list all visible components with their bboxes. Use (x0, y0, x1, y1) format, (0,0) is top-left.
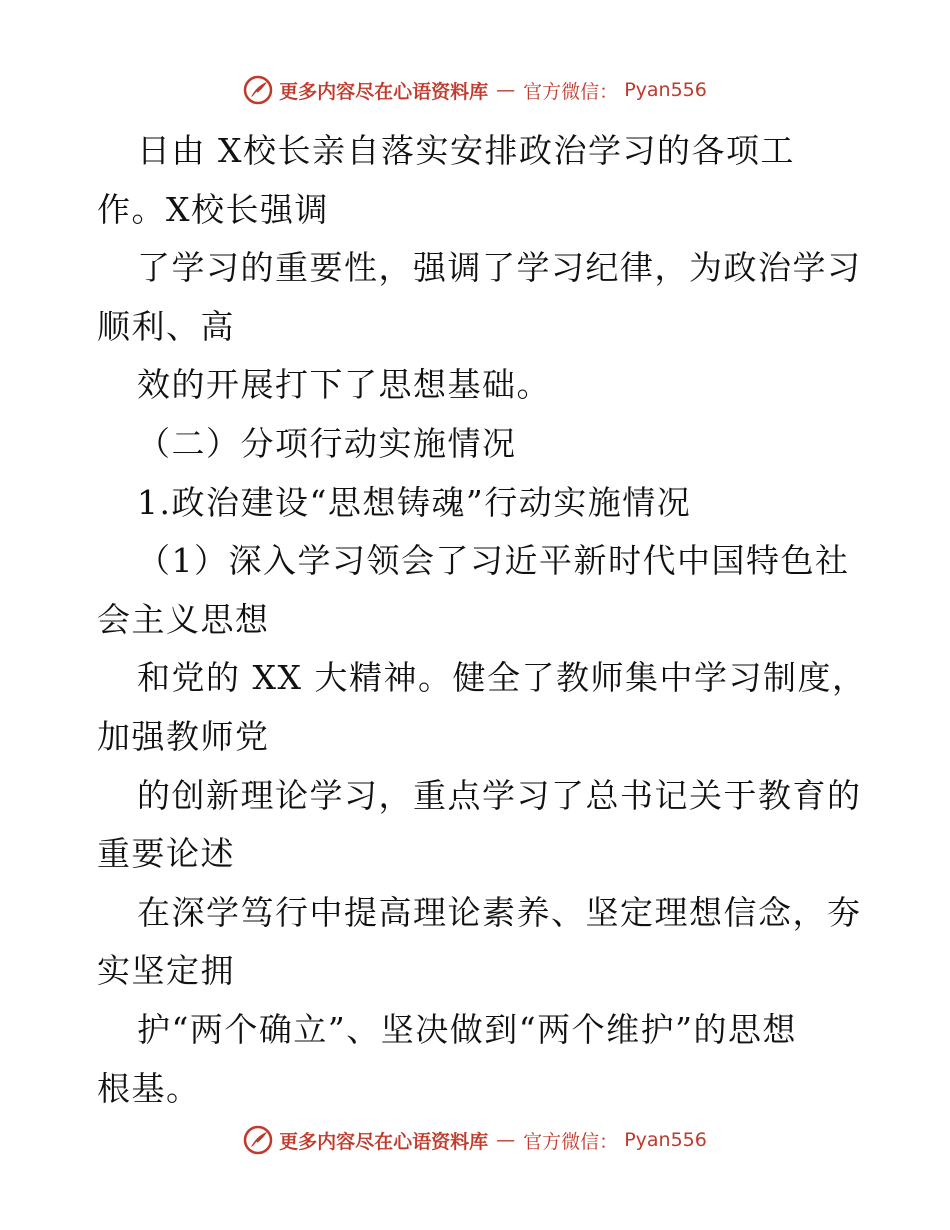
subsection-heading: 1.政治建设“思想铸魂”行动实施情况 (137, 482, 692, 522)
body-line: 的创新理论学习，重点学习了总书记关于教育的 (137, 775, 862, 815)
body-line: 重要论述 (97, 834, 235, 874)
footer-watermark (0, 1122, 950, 1158)
section-heading: （二）分项行动实施情况 (137, 423, 517, 463)
body-line: 了学习的重要性，强调了学习纪律，为政治学习 (137, 248, 862, 288)
body-line: 护“两个确立”、坚决做到“两个维护”的思想 (137, 1009, 797, 1049)
header-watermark (0, 72, 950, 108)
watermark-separator: — (496, 79, 516, 101)
watermark-brand: 更多内容尽在心语资料库 (279, 80, 489, 103)
document-body (97, 122, 867, 1118)
watermark-official: 官方微信： (523, 80, 619, 103)
body-line: 效的开展打下了思想基础。 (137, 365, 551, 405)
body-line: 日由 X校长亲自落实安排政治学习的各项工 (137, 131, 795, 170)
body-line: 会主义思想 (97, 599, 270, 639)
body-line: 作。X校长强调 (97, 189, 329, 229)
body-line: 在深学笃行中提高理论素养、坚定理想信念，夯 (137, 892, 862, 932)
watermark-brand: 更多内容尽在心语资料库 (279, 1130, 489, 1153)
body-line: 顺利、高 (97, 306, 235, 346)
feather-logo-icon (243, 75, 273, 105)
watermark-handle: Pyan556 (624, 1129, 707, 1151)
feather-logo-icon (243, 1125, 273, 1155)
watermark-separator: — (496, 1129, 516, 1151)
body-line: （1）深入学习领会了习近平新时代中国特色社 (137, 541, 850, 581)
body-line: 和党的 XX 大精神。健全了教师集中学习制度， (137, 658, 867, 698)
watermark-handle: Pyan556 (624, 79, 707, 101)
body-line: 加强教师党 (97, 716, 270, 756)
body-line: 实坚定拥 (97, 951, 235, 991)
body-line: 根基。 (97, 1068, 201, 1108)
watermark-official: 官方微信： (523, 1130, 619, 1153)
